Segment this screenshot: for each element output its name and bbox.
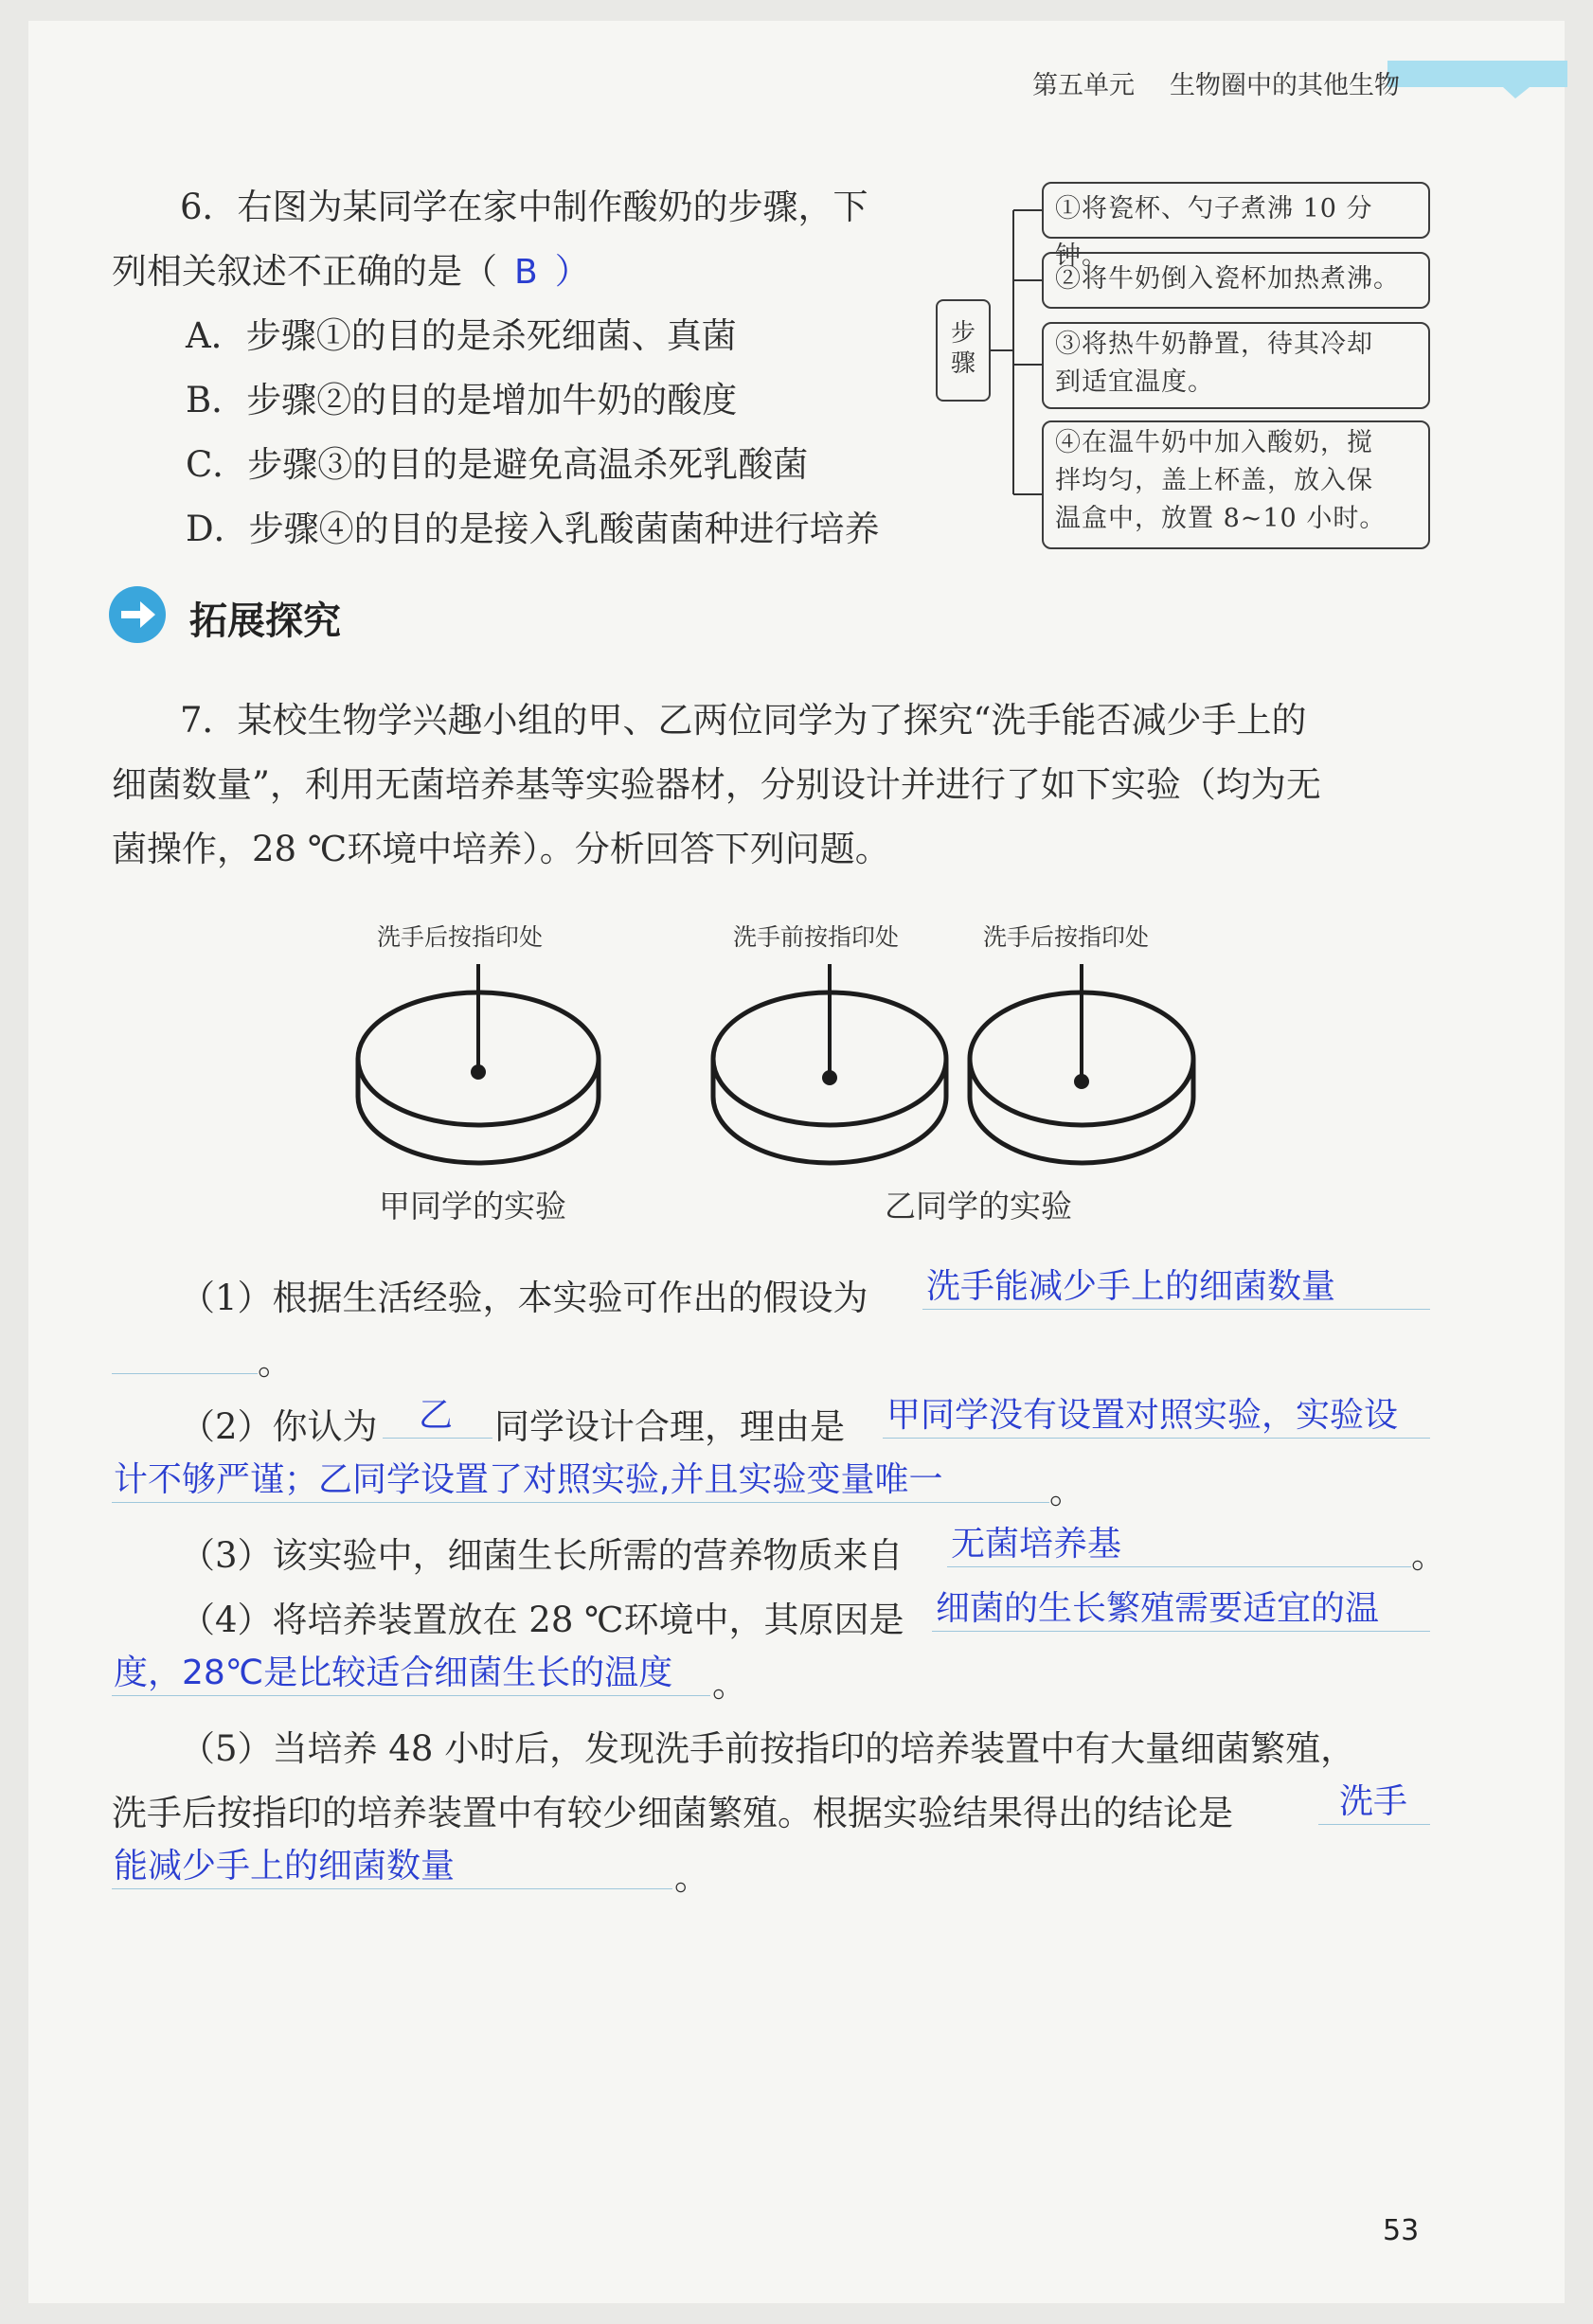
figure-label-c: 洗手后按指印处 — [983, 923, 1150, 951]
q7-sub5-line2: 洗手后按指印的培养装置中有较少细菌繁殖。根据实验结果得出的结论是 — [112, 1793, 1233, 1833]
q7-sub1-end: 。 — [258, 1342, 293, 1383]
petri-dish-b — [713, 964, 946, 1163]
q7-sub2-text-b: 同学设计合理，理由是 — [494, 1406, 845, 1447]
q7-sub4-blank1 — [932, 1631, 1430, 1632]
dish-a-dot — [471, 1064, 486, 1080]
step-box-4 — [1042, 420, 1430, 549]
steps-label — [936, 299, 991, 402]
q7-sub5-answer2: 能减少手上的细菌数量 — [114, 1847, 456, 1886]
dish-b-dot — [822, 1070, 837, 1085]
step-4-line3: 温盒中，放置 8~10 小时。 — [1055, 504, 1387, 533]
header-ribbon — [1387, 59, 1567, 98]
q6-option-d: D．步骤④的目的是接入乳酸菌菌种进行培养 — [186, 509, 880, 549]
q6-option-a: A．步骤①的目的是杀死细菌、真菌 — [186, 315, 737, 356]
q7-sub4-answer1: 细菌的生长繁殖需要适宜的温 — [936, 1589, 1380, 1628]
q6-stem-prefix: 列相关叙述不正确的是（ — [112, 251, 497, 292]
header-unit: 第五单元 — [1032, 71, 1135, 100]
petri-dish-c — [970, 964, 1193, 1163]
page-number: 53 — [1383, 2214, 1420, 2247]
q7-sub4-text: （4）将培养装置放在 28 ℃环境中，其原因是 — [180, 1600, 904, 1640]
q7-sub1-answer: 洗手能减少手上的细菌数量 — [926, 1267, 1336, 1306]
q7-sub3-text: （3）该实验中，细菌生长所需的营养物质来自 — [180, 1535, 904, 1576]
step-box-3 — [1042, 322, 1430, 409]
figure-caption-a: 甲同学的实验 — [379, 1188, 566, 1225]
q7-sub3-blank — [947, 1566, 1411, 1567]
figure-caption-b: 乙同学的实验 — [885, 1188, 1072, 1225]
q7-sub5-line1: （5）当培养 48 小时后，发现洗手前按指印的培养装置中有大量细菌繁殖， — [180, 1728, 1356, 1769]
q7-sub2-text-a: （2）你认为 — [180, 1406, 378, 1447]
q7-sub2-answer-b1: 甲同学没有设置对照实验，实验设 — [886, 1396, 1399, 1435]
q7-sub3-end: 。 — [1411, 1535, 1446, 1576]
step-box-1 — [1042, 182, 1430, 271]
q7-sub4-blank2 — [112, 1695, 710, 1696]
q7-sub3-answer: 无菌培养基 — [951, 1525, 1122, 1564]
arrow-right-icon — [108, 585, 167, 644]
step-1-line: ①将瓷杯、勺子煮沸 10 分钟。 — [1055, 194, 1373, 271]
q7-sub1-text: （1）根据生活经验，本实验可作出的假设为 — [180, 1278, 868, 1318]
q7-sub2-answer-a: 乙 — [419, 1396, 454, 1435]
q7-sub5-answer1: 洗手 — [1339, 1782, 1408, 1821]
section-title: 拓展探究 — [189, 599, 341, 643]
steps-label-char2: 骤 — [950, 349, 975, 378]
step-3-line1: ③将热牛奶静置，待其冷却 — [1055, 330, 1373, 359]
q7-sub2-blank-b1 — [883, 1438, 1430, 1439]
q7-sub1-blank-line2 — [112, 1373, 258, 1374]
steps-label-char1: 步 — [950, 319, 975, 348]
q6-option-b: B．步骤②的目的是增加牛奶的酸度 — [186, 380, 738, 420]
petri-dish-figure — [350, 956, 1203, 1174]
q7-sub1-blank-line1 — [922, 1309, 1430, 1310]
dish-c-dot — [1074, 1074, 1089, 1089]
q6-stem-suffix: ） — [554, 251, 590, 292]
q6-stem-line2 — [112, 242, 590, 294]
q7-stem-line1: 7．某校生物学兴趣小组的甲、乙两位同学为了探究“洗手能否减少手上的 — [180, 700, 1307, 741]
steps-bracket — [991, 199, 1044, 540]
q7-sub5-blank1 — [1318, 1824, 1430, 1825]
petri-dish-a — [358, 964, 599, 1163]
q6-answer: B — [514, 253, 538, 292]
q7-sub2-blank-a — [383, 1438, 492, 1439]
q7-stem-line3: 菌操作，28 ℃环境中培养）。分析回答下列问题。 — [112, 829, 890, 869]
header-title: 生物圈中的其他生物 — [1170, 71, 1400, 100]
step-box-2 — [1042, 252, 1430, 309]
figure-label-a: 洗手后按指印处 — [377, 923, 544, 951]
q6-stem-line1: 6．右图为某同学在家中制作酸奶的步骤，下 — [180, 187, 868, 227]
figure-label-b: 洗手前按指印处 — [733, 923, 900, 951]
q7-sub2-answer-b2: 计不够严谨；乙同学设置了对照实验,并且实验变量唯一 — [114, 1460, 943, 1499]
q6-option-c: C．步骤③的目的是避免高温杀死乳酸菌 — [186, 444, 809, 485]
q7-sub5-blank2 — [112, 1888, 672, 1889]
q7-sub4-answer2: 度，28℃是比较适合细菌生长的温度 — [114, 1654, 673, 1692]
q7-stem-line2: 细菌数量”，利用无菌培养基等实验器材，分别设计并进行了如下实验（均为无 — [112, 764, 1321, 805]
q7-sub2-end: 。 — [1049, 1471, 1084, 1511]
step-4-line2: 拌均匀，盖上杯盖，放入保 — [1055, 466, 1373, 495]
q7-sub5-end: 。 — [674, 1857, 709, 1898]
q7-sub2-blank-b2 — [112, 1502, 1049, 1503]
step-3-line2: 到适宜温度。 — [1055, 367, 1214, 397]
step-2-line: ②将牛奶倒入瓷杯加热煮沸。 — [1055, 264, 1400, 294]
q7-sub4-end: 。 — [712, 1664, 747, 1705]
step-4-line1: ④在温牛奶中加入酸奶，搅 — [1055, 428, 1373, 457]
